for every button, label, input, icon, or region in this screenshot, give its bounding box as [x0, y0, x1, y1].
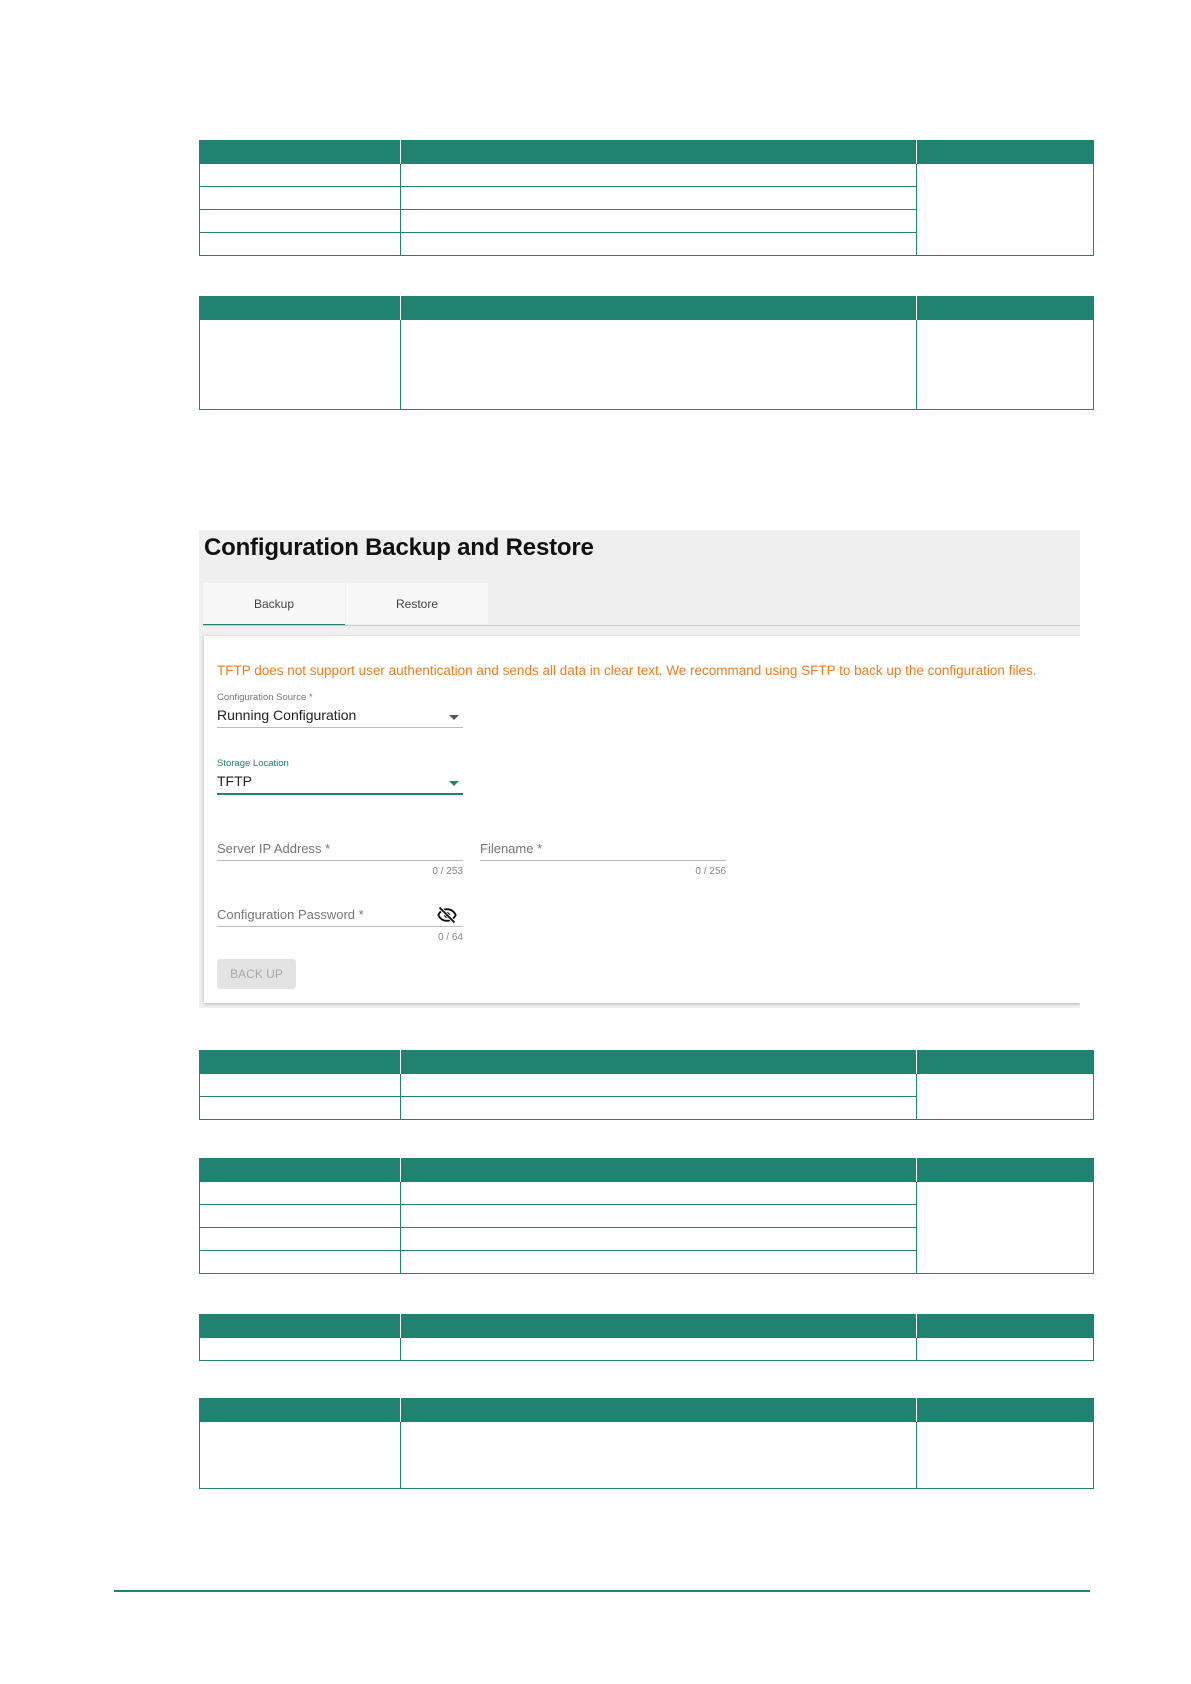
- filename-underline: [480, 860, 726, 861]
- backup-button[interactable]: BACK UP: [217, 959, 296, 989]
- server-ip-underline: [217, 860, 463, 861]
- tab-backup[interactable]: Backup: [203, 583, 345, 626]
- configuration-password-placeholder: Configuration Password *: [217, 907, 364, 922]
- configuration-source-select[interactable]: [217, 692, 463, 728]
- server-ip-counter: 0 / 253: [432, 866, 463, 877]
- backup-form-card: [204, 636, 1080, 1003]
- storage-location-underline: [217, 793, 463, 795]
- param-table-3: [199, 1050, 1094, 1120]
- chevron-down-icon: [449, 715, 459, 720]
- storage-location-select[interactable]: [217, 758, 463, 795]
- param-table-1: [199, 140, 1094, 256]
- param-table-5: [199, 1314, 1094, 1361]
- param-table-2: [199, 296, 1094, 410]
- configuration-password-counter: 0 / 64: [437, 932, 463, 943]
- configuration-source-label: Configuration Source *: [217, 692, 313, 703]
- filename-placeholder: Filename *: [480, 841, 543, 856]
- storage-location-label: Storage Location: [217, 758, 289, 769]
- param-table-6: [199, 1398, 1094, 1489]
- server-ip-placeholder: Server IP Address *: [217, 841, 331, 856]
- tab-restore[interactable]: Restore: [346, 583, 488, 624]
- page-title: Configuration Backup and Restore: [204, 534, 594, 561]
- server-ip-input[interactable]: [217, 841, 463, 877]
- config-backup-screenshot: [199, 530, 1080, 1008]
- configuration-password-underline: [217, 926, 463, 927]
- filename-counter: 0 / 256: [695, 866, 726, 877]
- param-table-4: [199, 1158, 1094, 1274]
- configuration-password-input[interactable]: [217, 907, 463, 943]
- storage-location-value: TFTP: [217, 773, 252, 789]
- configuration-source-underline: [217, 727, 463, 728]
- chevron-down-icon: [449, 781, 459, 786]
- tftp-warning-text: TFTP does not support user authentication and sends all data in clear text. We recommand using SFTP to back up the configuration files.: [217, 663, 1037, 678]
- tab-divider: [203, 625, 1080, 626]
- tab-bar: [203, 583, 489, 626]
- eye-off-icon[interactable]: [437, 905, 457, 925]
- filename-input[interactable]: [480, 841, 726, 877]
- configuration-source-value: Running Configuration: [217, 707, 357, 723]
- footer-divider: [114, 1590, 1090, 1592]
